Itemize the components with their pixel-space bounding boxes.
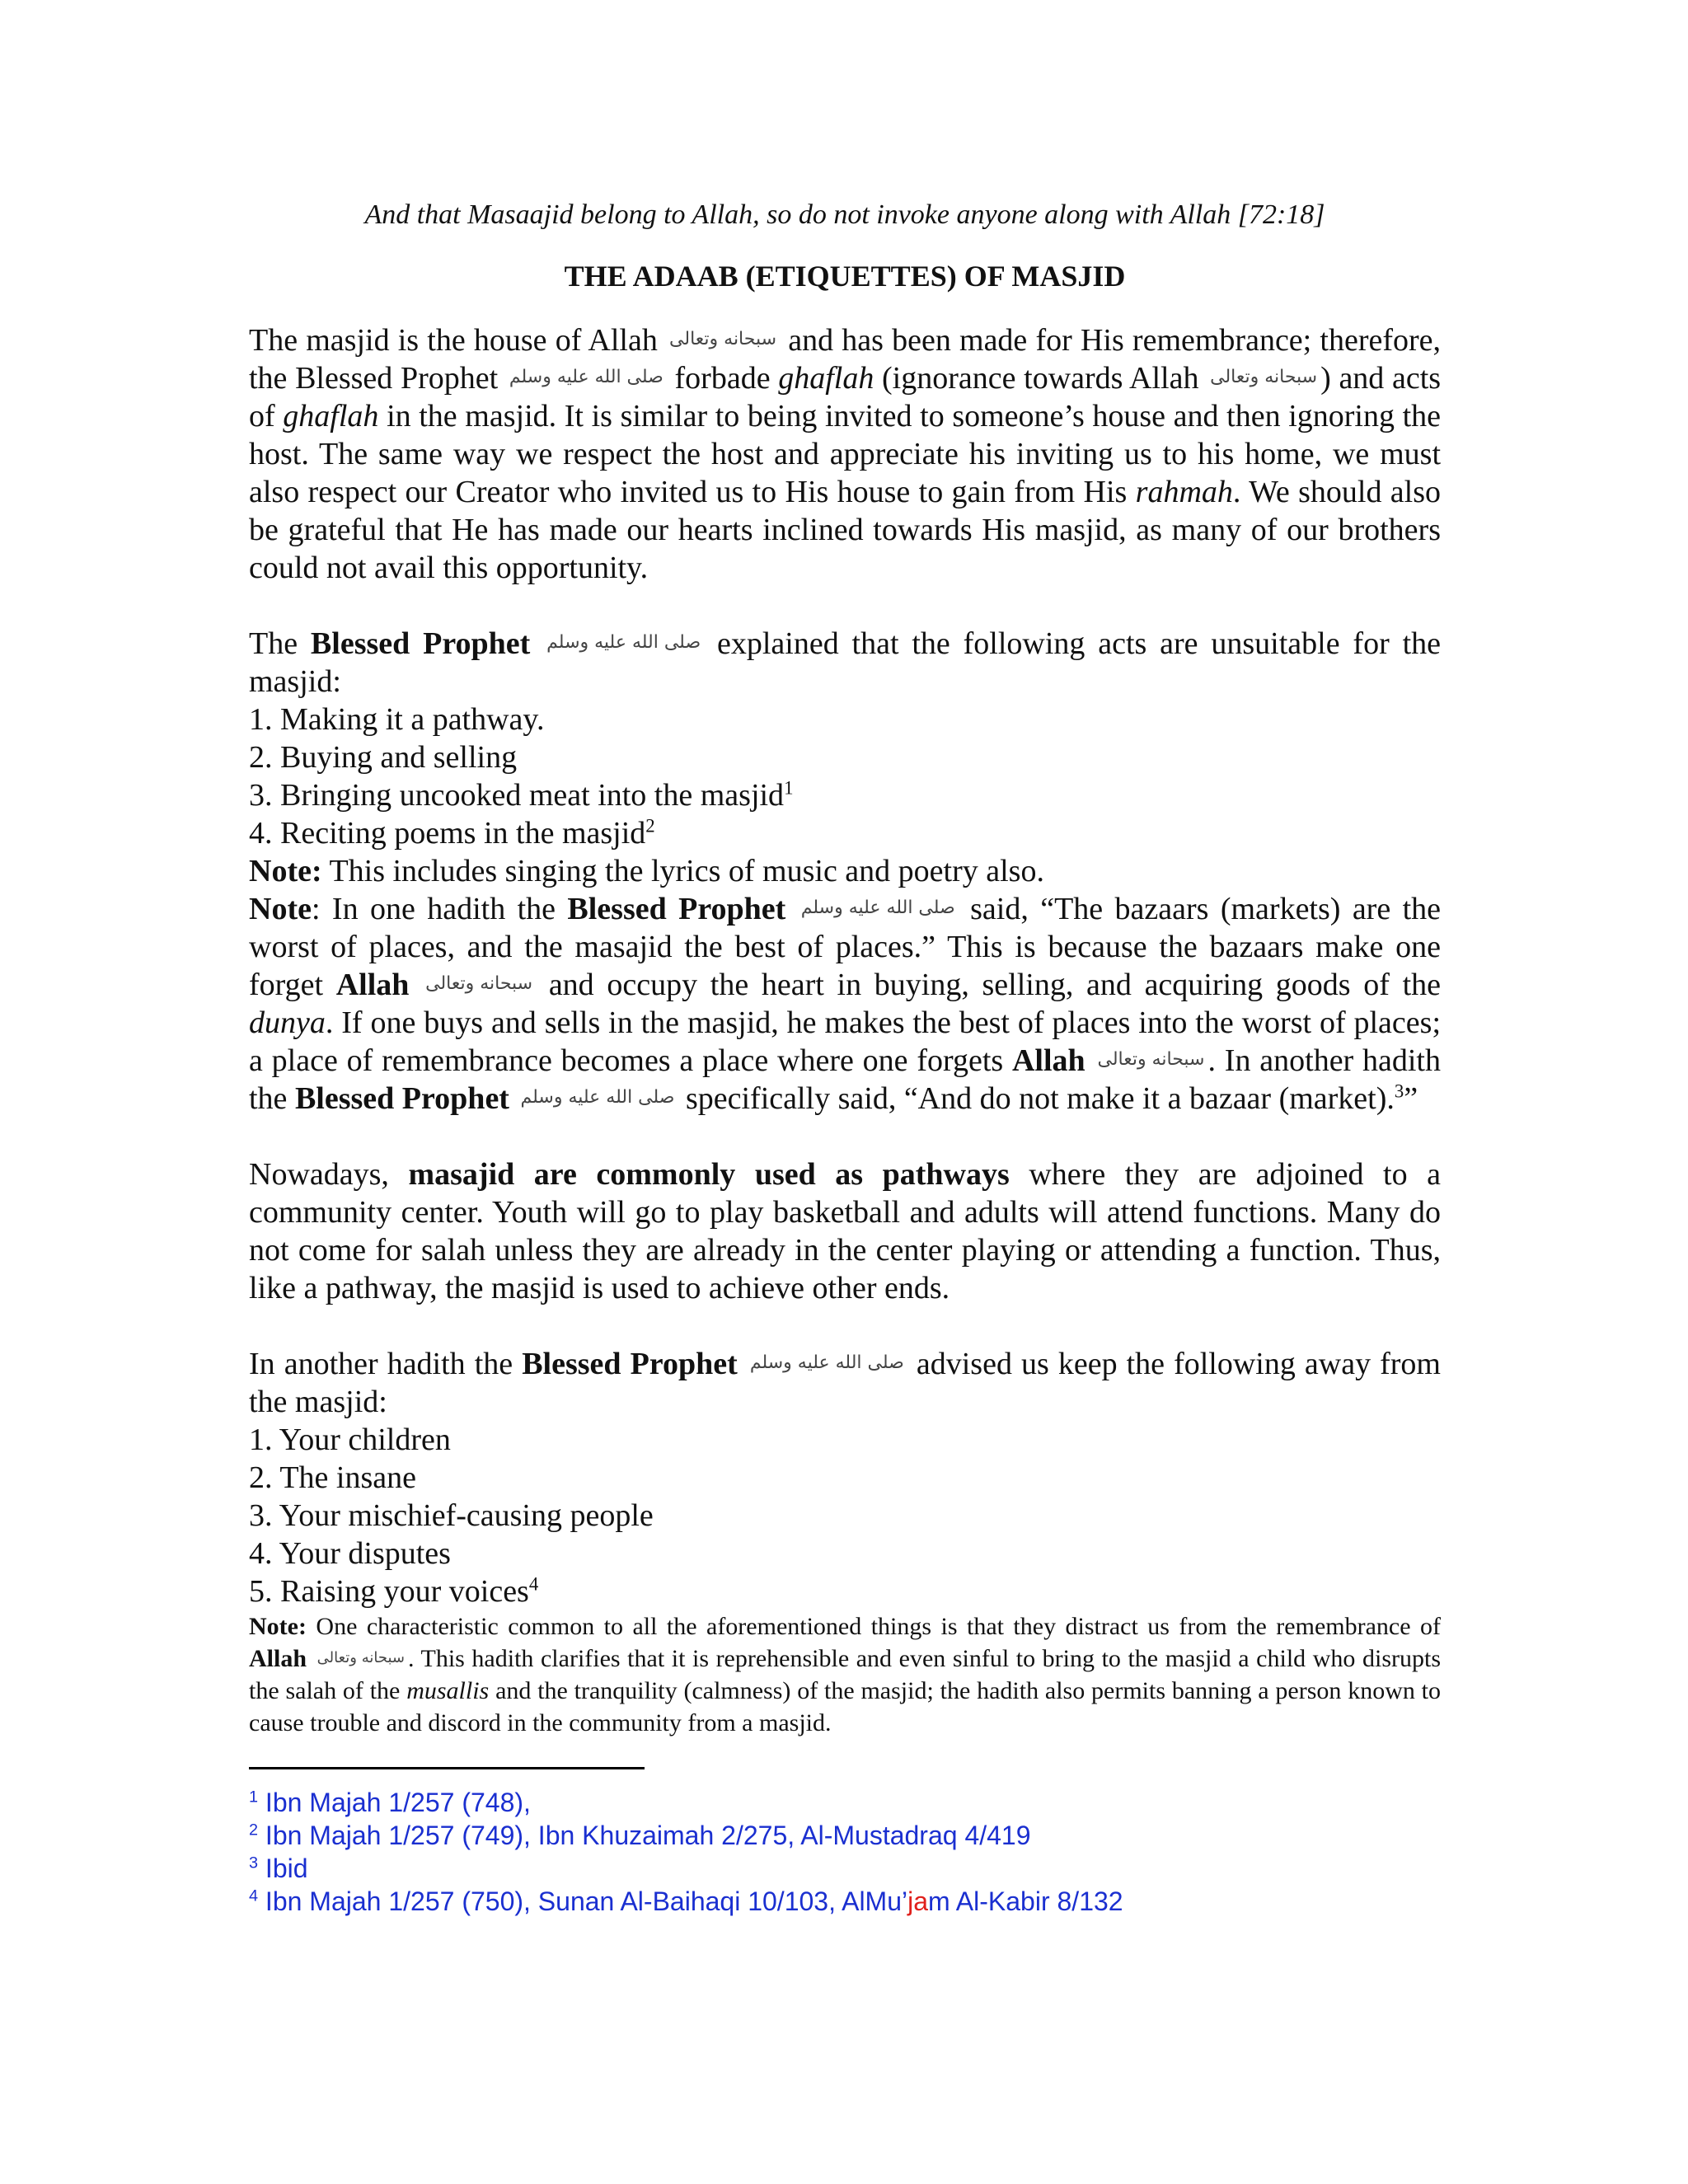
footnote-divider <box>249 1767 645 1769</box>
text-segment: . In another hadith the <box>249 1043 1441 1116</box>
note-bazaars <box>249 890 1441 1118</box>
text-segment: explained that the following acts are unsuitable for the masjid: <box>249 626 1442 699</box>
footnote-text: Ibn Majah 1/257 (748), <box>265 1788 531 1817</box>
note-label: Note: <box>249 854 322 888</box>
footnote[interactable] <box>249 1786 1441 1819</box>
list-item: 2. Buying and selling <box>249 740 518 775</box>
text-segment: and the tranquility (calmness) of the masjid; the hadith also permits banning a person known to cause trouble and discord in the community from a masjid. <box>249 1677 1442 1736</box>
footnote-ref[interactable]: 3 <box>1394 1080 1404 1102</box>
text-segment: : In one hadith the <box>311 892 556 926</box>
text-segment: and has been made for His remembrance; therefore, the Blessed Prophet <box>249 323 1442 396</box>
text-segment: specifically said, “And do not make it a bazaar (market). <box>685 1081 1395 1116</box>
bold-term: Blessed Prophet <box>567 892 786 926</box>
prophet-honorific: صلى الله عليه وسلم <box>800 898 955 919</box>
footnote-highlight: ja <box>907 1886 929 1916</box>
prophet-honorific: صلى الله عليه وسلم <box>749 1352 904 1374</box>
list-item-text: 4. Reciting poems in the masjid <box>249 816 646 851</box>
footnote-text: Ibn Majah 1/257 (750), Sunan Al-Baihaqi 10/103, AlMu’ <box>265 1886 908 1916</box>
term-ghaflah: ghaflah <box>778 361 874 396</box>
footnote[interactable] <box>249 1819 1441 1852</box>
footnote-ref[interactable]: 4 <box>528 1573 539 1595</box>
footnote-number: 1 <box>249 1788 259 1807</box>
text-segment: . This hadith clarifies that it is reprehensible and even sinful to bring to the masjid a child who disrupts the salah of the <box>249 1645 1441 1704</box>
text-segment: in the masjid. It is similar to being invited to someone’s house and then ignoring the host. The same way we respect the host and appreciate his inviting us to his home, we must also respect our Creator who invited us to His house to gain from His <box>249 399 1442 509</box>
term-musallis: musallis <box>406 1677 490 1704</box>
list-item: 1. Making it a pathway. <box>249 702 545 737</box>
footnote[interactable] <box>249 1885 1441 1918</box>
text-segment: (ignorance towards Allah <box>882 361 1199 396</box>
bold-term: Blessed Prophet <box>310 626 531 661</box>
bold-term: Allah <box>1011 1043 1085 1078</box>
prophet-honorific: صلى الله عليه وسلم <box>509 367 663 388</box>
list-item: 2. The insane <box>249 1460 416 1495</box>
footnote-text: Ibn Majah 1/257 (749), Ibn Khuzaimah 2/275, Al-Mustadraq 4/419 <box>265 1821 1031 1850</box>
list-item: 3. Your mischief-causing people <box>249 1498 654 1533</box>
list-item <box>249 814 1441 852</box>
text-segment: ” <box>1404 1081 1418 1116</box>
bold-term: Allah <box>335 968 410 1002</box>
text-segment: forbade <box>674 361 771 396</box>
bold-term: Blessed Prophet <box>522 1347 738 1381</box>
text-segment: Nowadays, <box>249 1157 389 1192</box>
text-segment: One characteristic common to all the aforementioned things is that they distract us from the remembrance of <box>306 1613 1441 1640</box>
page-title: THE ADAAB (ETIQUETTES) OF MASJID <box>564 260 1126 293</box>
note-label: Note: <box>249 1613 307 1640</box>
intro-paragraph <box>249 321 1441 587</box>
allah-honorific: سبحانه وتعالى <box>1210 367 1318 388</box>
allah-honorific: سبحانه وتعالى <box>1097 1049 1205 1071</box>
text-segment: said, “The bazaars (markets) are the worst of places, and the masajid the best of places.” This is because the bazaars make one forget <box>249 892 1442 1002</box>
allah-honorific: سبحانه وتعالى <box>425 973 533 995</box>
footnote-ref[interactable]: 1 <box>784 777 794 799</box>
term-rahmah: rahmah <box>1135 475 1233 509</box>
footnote-text: Ibid <box>265 1854 308 1883</box>
text-segment: The <box>249 626 298 661</box>
text-segment: The masjid is the house of Allah <box>249 323 658 358</box>
note-distractions <box>249 1610 1441 1739</box>
bold-term: Allah <box>249 1645 307 1672</box>
footnote-number: 2 <box>249 1821 259 1840</box>
text-segment: . If one buys and sells in the masjid, he makes the best of places into the worst of places; a place of remembrance becomes a place where one forgets <box>249 1005 1441 1078</box>
list-item-text: 5. Raising your voices <box>249 1574 529 1609</box>
list-item <box>249 776 1441 814</box>
pathways-paragraph <box>249 1155 1441 1307</box>
bold-term: masajid are commonly used as pathways <box>408 1157 1010 1192</box>
footnote-text: m Al-Kabir 8/132 <box>928 1886 1123 1916</box>
text-segment: where they are adjoined to a community center. Youth will go to play basketball and adults will attend functions. Many do not come for salah unless they are already in the center playing or attending a function. Thus, like a pathway, the masjid is used to achieve other ends. <box>249 1157 1442 1305</box>
term-dunya: dunya <box>249 1005 326 1040</box>
allah-honorific: سبحانه وتعالى <box>669 329 777 350</box>
prophet-honorific: صلى الله عليه وسلم <box>546 632 701 654</box>
text-segment: ) and acts of <box>249 361 1442 434</box>
epigraph: And that Masaajid belong to Allah, so do not invoke anyone along with Allah [72:18] <box>364 199 1325 230</box>
text-segment: advised us keep the following away from the masjid: <box>249 1347 1441 1419</box>
text-segment: and occupy the heart in buying, selling, and acquiring goods of the <box>548 968 1441 1002</box>
text-segment: . We should also be grateful that He has made our hearts inclined towards His masjid, as many of our brothers could not avail this opportunity. <box>249 475 1442 585</box>
prophet-honorific: صلى الله عليه وسلم <box>520 1087 675 1108</box>
footnote-number: 3 <box>249 1854 259 1872</box>
term-ghaflah: ghaflah <box>283 399 379 434</box>
list-item <box>249 1572 1441 1610</box>
list-item: 1. Your children <box>249 1422 451 1457</box>
footnote-number: 4 <box>249 1886 259 1905</box>
allah-honorific: سبحانه وتعالى <box>316 1649 405 1667</box>
text-segment: In another hadith the <box>249 1347 513 1381</box>
keep-away-paragraph <box>249 1345 1441 1421</box>
note-label: Note <box>249 892 312 926</box>
document-page <box>249 196 1441 1918</box>
text-segment: This includes singing the lyrics of music and poetry also. <box>321 854 1044 888</box>
bold-term: Blessed Prophet <box>294 1081 509 1116</box>
footnote[interactable] <box>249 1852 1441 1885</box>
unsuitable-acts-paragraph <box>249 625 1441 701</box>
list-item: 4. Your disputes <box>249 1536 451 1571</box>
footnote-ref[interactable]: 2 <box>645 815 655 837</box>
list-item-text: 3. Bringing uncooked meat into the masjid <box>249 778 785 813</box>
note-singing <box>249 852 1441 890</box>
